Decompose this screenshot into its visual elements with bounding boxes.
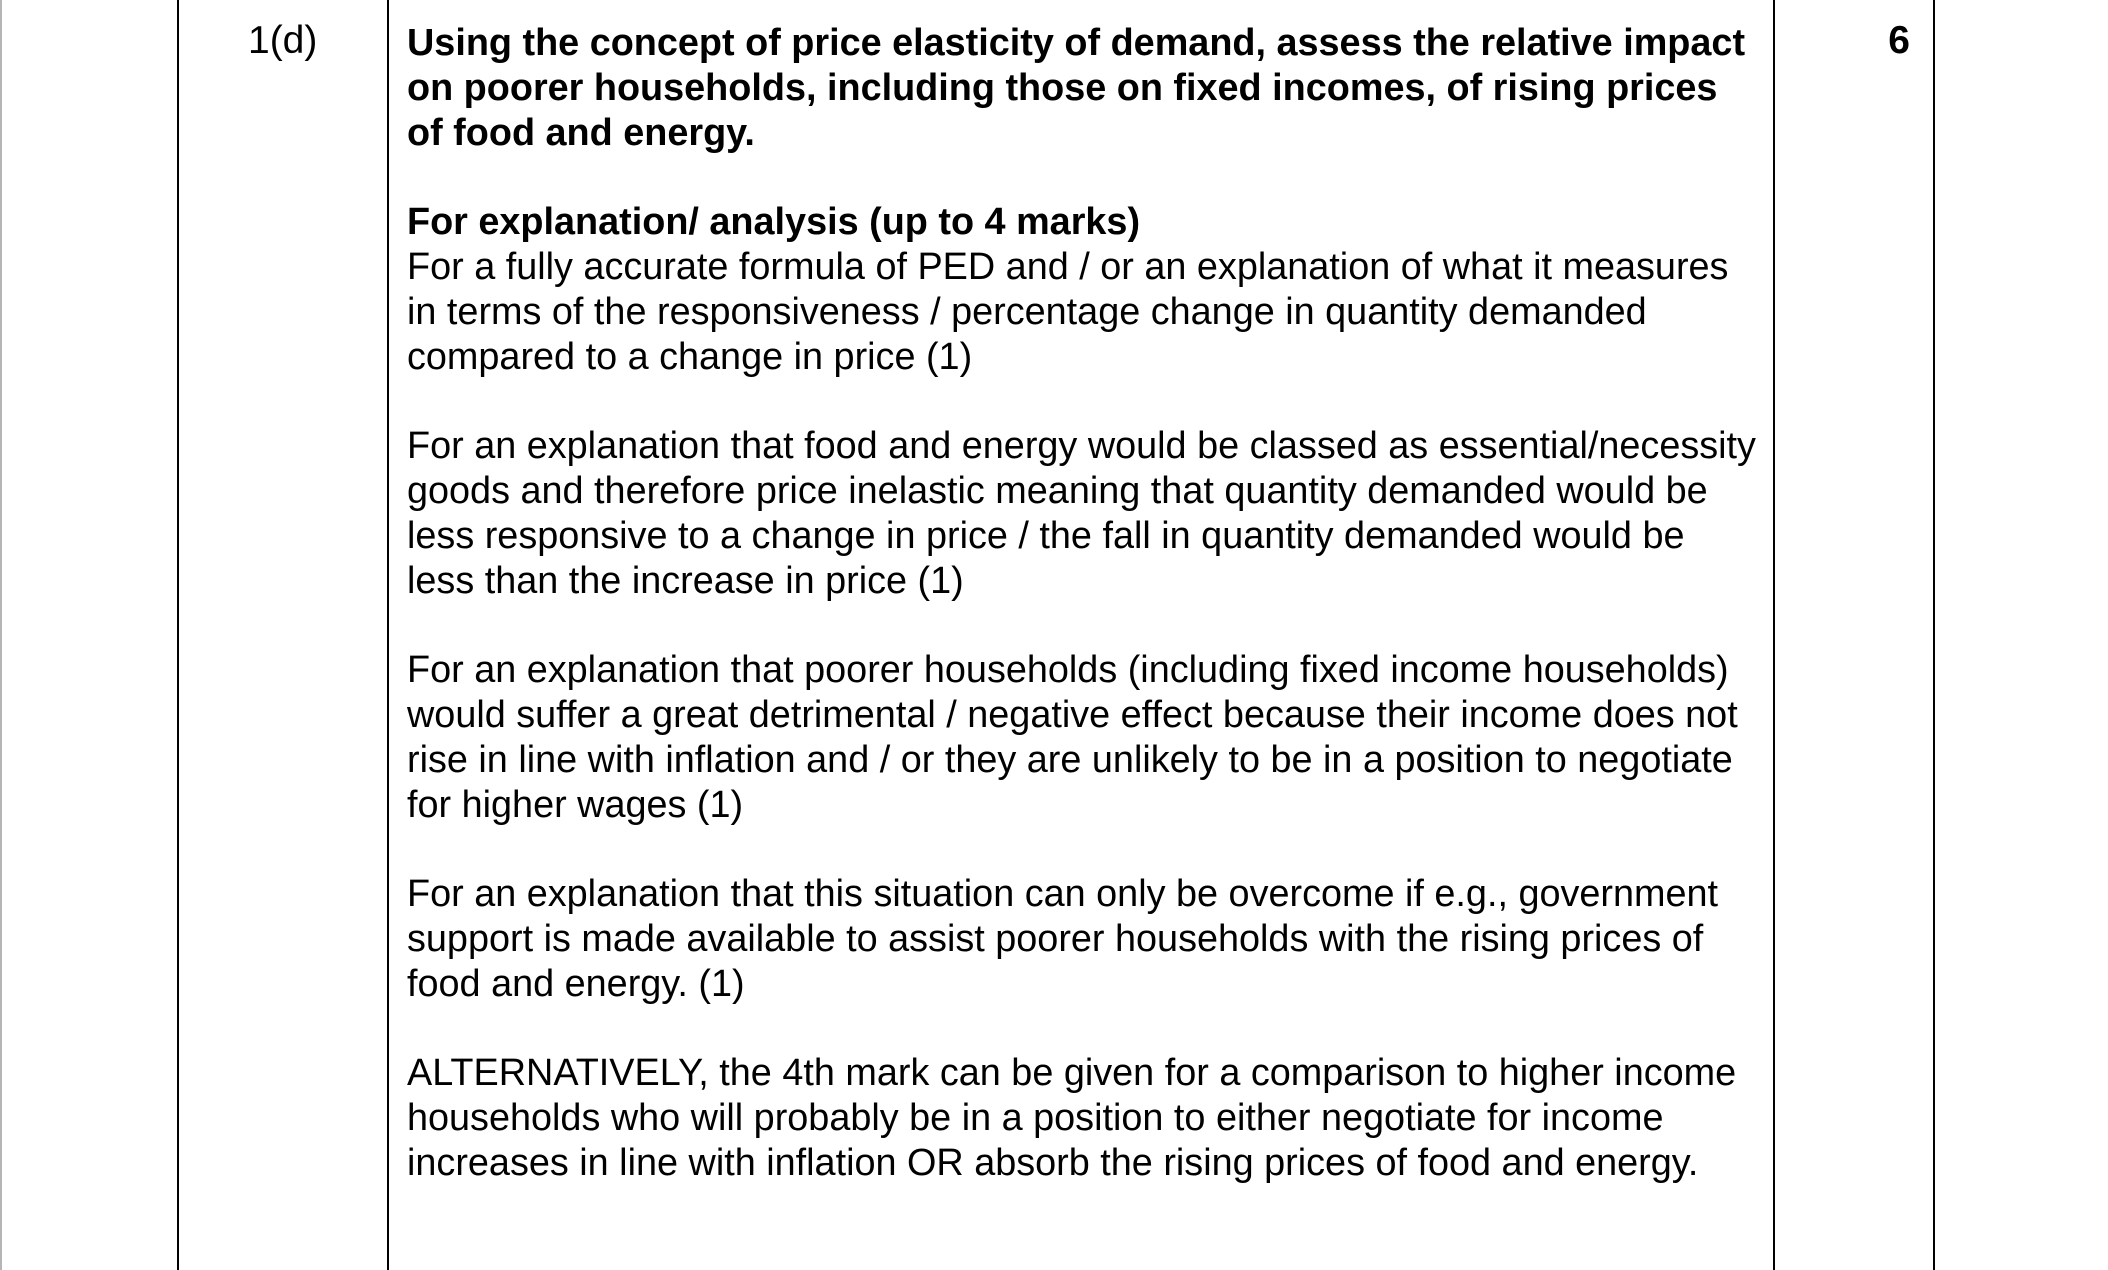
guidance-point: For an explanation that food and energy would be classed as essential/necessity goods and therefore price inelastic meaning that quantity demanded would be less responsive to a change in price / the fall in quantity demanded would be less than the increase in price (1) [407, 425, 1756, 602]
table-border-answer-column [1773, 0, 1775, 1270]
question-text: Using the concept of price elasticity of demand, assess the relative impact on poorer households, including those on fixed incomes, of rising prices of food and energy. [407, 22, 1746, 154]
mark-scheme-content [407, 21, 1762, 1231]
question-marks: 6 [1888, 19, 1910, 62]
table-border-right [1933, 0, 1935, 1270]
guidance-alternative: ALTERNATIVELY, the 4th mark can be given for a comparison to higher income households who will probably be in a position to either negotiate for income increases in line with inflation OR absorb the rising prices of food and energy. [407, 1052, 1737, 1184]
table-border-question-column [387, 0, 389, 1270]
guidance-point: For a fully accurate formula of PED and / or an explanation of what it measures in terms of the responsiveness / percentage change in quantity demanded compared to a change in price (1) [407, 245, 1729, 378]
table-border-left [177, 0, 179, 1270]
guidance-block-1 [407, 200, 1762, 379]
guidance-point: For an explanation that this situation can only be overcome if e.g., government support is made available to assist poorer households with the rising prices of food and energy. (1) [407, 873, 1719, 1005]
question-number: 1(d) [248, 19, 318, 62]
page-left-border [0, 0, 2, 1270]
guidance-point: For an explanation that poorer households (including fixed income households) would suffer a great detrimental / negative effect because their income does not rise in line with inflation and / or they are unlikely to be in a position to negotiate for higher wages (1) [407, 649, 1738, 826]
guidance-heading: For explanation/ analysis (up to 4 marks) [407, 201, 1141, 244]
